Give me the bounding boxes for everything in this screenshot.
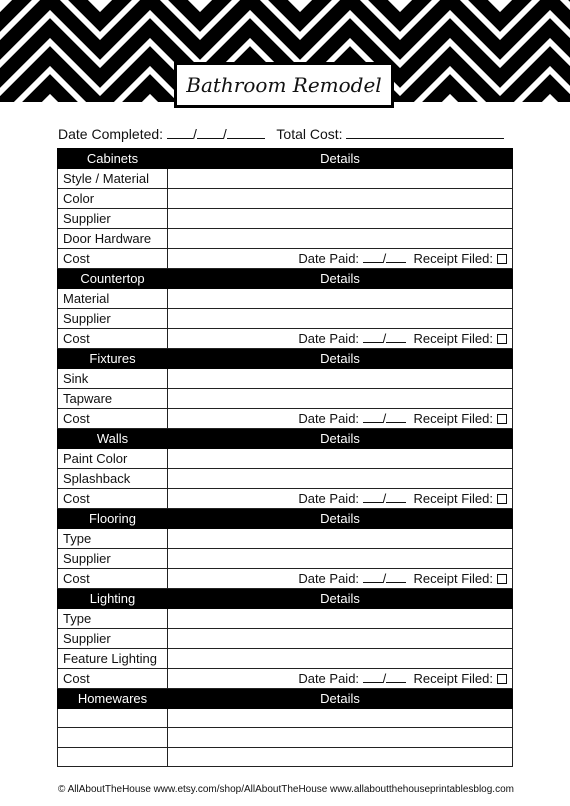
date-separator: / xyxy=(382,251,387,266)
section-title: Fixtures xyxy=(58,349,168,369)
cost-label: Cost xyxy=(58,329,168,349)
details-field[interactable] xyxy=(168,649,513,669)
receipt-checkbox[interactable] xyxy=(497,334,507,344)
section-header xyxy=(58,589,513,609)
row-label: Supplier xyxy=(58,209,168,229)
row-label: Type xyxy=(58,609,168,629)
row-label: Supplier xyxy=(58,309,168,329)
date-separator: / xyxy=(382,671,387,686)
table-row xyxy=(58,369,513,389)
date-paid-label: Date Paid: xyxy=(298,491,360,506)
row-label: Supplier xyxy=(58,629,168,649)
cost-details[interactable] xyxy=(168,489,513,509)
date-completed-label: Date Completed: xyxy=(58,126,164,142)
summary-line xyxy=(58,126,514,142)
row-label: Splashback xyxy=(58,469,168,489)
row-label: Supplier xyxy=(58,549,168,569)
row-label: Style / Material xyxy=(58,169,168,189)
date-paid-label: Date Paid: xyxy=(298,671,360,686)
row-label xyxy=(58,728,168,747)
date-paid-blank[interactable] xyxy=(363,571,383,583)
details-field[interactable] xyxy=(168,629,513,649)
date-paid-blank[interactable] xyxy=(363,411,383,423)
details-field[interactable] xyxy=(168,189,513,209)
cost-row xyxy=(58,329,513,349)
cost-label: Cost xyxy=(58,489,168,509)
date-separator: / xyxy=(382,331,387,346)
details-field[interactable] xyxy=(168,209,513,229)
remodel-table xyxy=(57,148,513,767)
date-separator: / xyxy=(382,491,387,506)
details-field[interactable] xyxy=(168,449,513,469)
total-cost-label: Total Cost: xyxy=(276,126,343,142)
table-row xyxy=(58,289,513,309)
table-row xyxy=(58,469,513,489)
receipt-checkbox[interactable] xyxy=(497,414,507,424)
table-row xyxy=(58,309,513,329)
cost-details[interactable] xyxy=(168,249,513,269)
row-label: Paint Color xyxy=(58,449,168,469)
row-label xyxy=(58,709,168,728)
footer xyxy=(58,784,514,795)
date-paid-blank[interactable] xyxy=(363,251,383,263)
section-header xyxy=(58,349,513,369)
section-header xyxy=(58,269,513,289)
section-header xyxy=(58,689,513,709)
details-header: Details xyxy=(168,429,513,449)
section-title: Homewares xyxy=(58,689,168,709)
cost-label: Cost xyxy=(58,669,168,689)
table-row xyxy=(58,529,513,549)
receipt-filed-label: Receipt Filed: xyxy=(413,671,493,686)
date-paid-blank[interactable] xyxy=(386,411,406,423)
cost-label: Cost xyxy=(58,409,168,429)
section-title: Walls xyxy=(58,429,168,449)
receipt-checkbox[interactable] xyxy=(497,574,507,584)
date-paid-blank[interactable] xyxy=(386,331,406,343)
cost-details[interactable] xyxy=(168,569,513,589)
table-row xyxy=(58,747,513,766)
section-title: Cabinets xyxy=(58,149,168,169)
receipt-filed-label: Receipt Filed: xyxy=(413,491,493,506)
date-paid-blank[interactable] xyxy=(363,331,383,343)
cost-row xyxy=(58,569,513,589)
receipt-filed-label: Receipt Filed: xyxy=(413,251,493,266)
receipt-filed-label: Receipt Filed: xyxy=(413,571,493,586)
cost-row xyxy=(58,669,513,689)
cost-label: Cost xyxy=(58,569,168,589)
row-label: Door Hardware xyxy=(58,229,168,249)
footer-etsy-link[interactable]: www.etsy.com/shop/AllAboutTheHouse xyxy=(153,784,328,795)
date-paid-label: Date Paid: xyxy=(298,571,360,586)
table-row xyxy=(58,709,513,728)
date-separator: / xyxy=(382,411,387,426)
date-paid-blank[interactable] xyxy=(386,491,406,503)
date-separator: / xyxy=(222,126,227,142)
cost-details[interactable] xyxy=(168,409,513,429)
footer-blog-link[interactable]: www.allaboutthehouseprintablesblog.com xyxy=(329,784,514,795)
date-paid-label: Date Paid: xyxy=(298,411,360,426)
date-paid-blank[interactable] xyxy=(363,491,383,503)
details-header: Details xyxy=(168,349,513,369)
table-row xyxy=(58,728,513,747)
details-header: Details xyxy=(168,509,513,529)
date-day-blank[interactable] xyxy=(167,126,193,139)
details-header: Details xyxy=(168,689,513,709)
date-paid-label: Date Paid: xyxy=(298,331,360,346)
section-title: Lighting xyxy=(58,589,168,609)
details-field[interactable] xyxy=(168,369,513,389)
date-month-blank[interactable] xyxy=(197,126,223,139)
section-title: Countertop xyxy=(58,269,168,289)
details-field[interactable] xyxy=(168,609,513,629)
date-separator: / xyxy=(192,126,197,142)
receipt-checkbox[interactable] xyxy=(497,674,507,684)
cost-row xyxy=(58,409,513,429)
details-field[interactable] xyxy=(168,549,513,569)
table-row xyxy=(58,189,513,209)
date-paid-blank[interactable] xyxy=(386,251,406,263)
section-title: Flooring xyxy=(58,509,168,529)
row-label: Sink xyxy=(58,369,168,389)
details-header: Details xyxy=(168,269,513,289)
table-row xyxy=(58,209,513,229)
details-field[interactable] xyxy=(168,169,513,189)
date-paid-blank[interactable] xyxy=(386,571,406,583)
date-paid-label: Date Paid: xyxy=(298,251,360,266)
details-field[interactable] xyxy=(168,229,513,249)
receipt-checkbox[interactable] xyxy=(497,494,507,504)
cost-details[interactable] xyxy=(168,669,513,689)
cost-row xyxy=(58,489,513,509)
table-row xyxy=(58,229,513,249)
table-row xyxy=(58,649,513,669)
details-field[interactable] xyxy=(168,469,513,489)
details-header: Details xyxy=(168,149,513,169)
receipt-checkbox[interactable] xyxy=(497,254,507,264)
details-field[interactable] xyxy=(168,389,513,409)
section-header xyxy=(58,149,513,169)
row-label: Color xyxy=(58,189,168,209)
section-header xyxy=(58,429,513,449)
details-field[interactable] xyxy=(168,309,513,329)
date-separator: / xyxy=(382,571,387,586)
table-row xyxy=(58,449,513,469)
total-cost-blank[interactable] xyxy=(346,126,504,139)
footer-copyright: © AllAboutTheHouse xyxy=(58,784,151,795)
cost-label: Cost xyxy=(58,249,168,269)
row-label: Tapware xyxy=(58,389,168,409)
details-field[interactable] xyxy=(168,529,513,549)
table-row xyxy=(58,389,513,409)
cost-row xyxy=(58,249,513,269)
row-label: Feature Lighting xyxy=(58,649,168,669)
page-title: Bathroom Remodel xyxy=(174,62,394,108)
table-row xyxy=(58,549,513,569)
table-row xyxy=(58,169,513,189)
receipt-filed-label: Receipt Filed: xyxy=(413,331,493,346)
details-field[interactable] xyxy=(168,709,513,728)
date-year-blank[interactable] xyxy=(227,126,265,139)
section-header xyxy=(58,509,513,529)
details-field[interactable] xyxy=(168,289,513,309)
row-label xyxy=(58,747,168,766)
details-field[interactable] xyxy=(168,747,513,766)
receipt-filed-label: Receipt Filed: xyxy=(413,411,493,426)
details-field[interactable] xyxy=(168,728,513,747)
details-header: Details xyxy=(168,589,513,609)
date-paid-blank[interactable] xyxy=(363,671,383,683)
row-label: Material xyxy=(58,289,168,309)
date-paid-blank[interactable] xyxy=(386,671,406,683)
table-row xyxy=(58,609,513,629)
row-label: Type xyxy=(58,529,168,549)
cost-details[interactable] xyxy=(168,329,513,349)
table-row xyxy=(58,629,513,649)
